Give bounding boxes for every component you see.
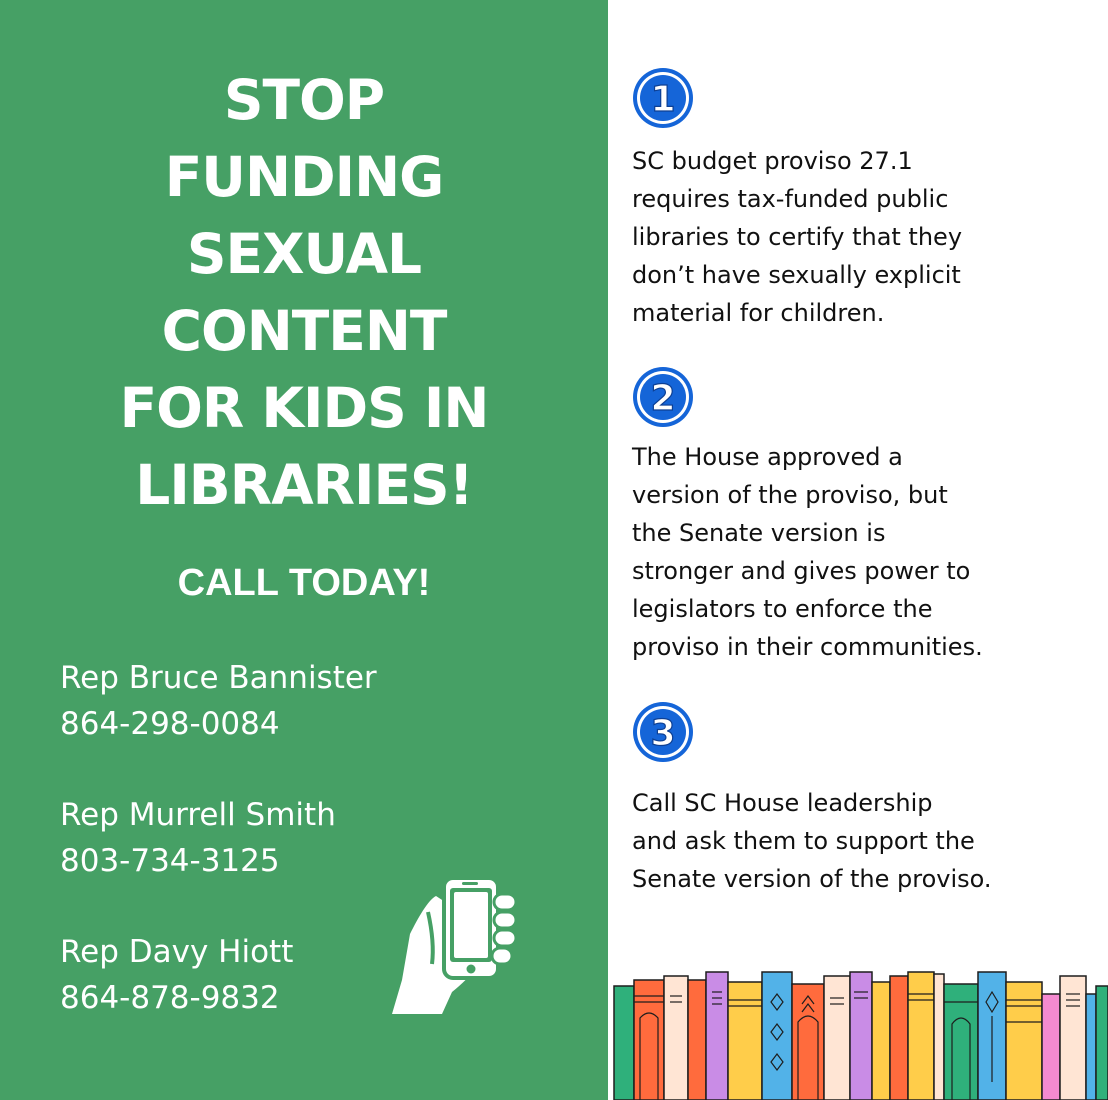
hand-holding-phone-icon [388, 872, 522, 1018]
step-line: requires tax-funded public [632, 185, 949, 213]
step-2-text [632, 438, 1052, 666]
step-3-text [632, 784, 1052, 898]
headline-line: SEXUAL [186, 222, 422, 286]
step-1-text [632, 142, 1052, 332]
step-line: Senate version of the proviso. [632, 865, 992, 893]
contact-block [60, 792, 440, 884]
contact-phone: 864-878-9832 [60, 980, 280, 1016]
step-line: stronger and gives power to [632, 557, 971, 585]
step-line: The House approved a [632, 443, 903, 471]
contact-name: Rep Bruce Bannister [60, 660, 377, 696]
step-line: SC budget proviso 27.1 [632, 147, 913, 175]
call-to-action: CALL TODAY! [177, 562, 431, 604]
contact-name: Rep Davy Hiott [60, 934, 294, 970]
step-line: don’t have sexually explicit [632, 261, 961, 289]
step-line: proviso in their communities. [632, 633, 983, 661]
badge-number: 2 [650, 378, 676, 419]
number-three-badge-icon [632, 701, 694, 763]
badge-number: 3 [650, 713, 676, 754]
step-line: libraries to certify that they [632, 223, 963, 251]
badge-number: 1 [650, 79, 676, 120]
headline-line: FUNDING [164, 145, 444, 209]
step-line: the Senate version is [632, 519, 886, 547]
contact-phone: 864-298-0084 [60, 706, 280, 742]
number-one-badge-icon [632, 67, 694, 129]
step-line: material for children. [632, 299, 885, 327]
headline-line: FOR KIDS IN [119, 376, 489, 440]
step-line: and ask them to support the [632, 827, 975, 855]
contact-name: Rep Murrell Smith [60, 797, 336, 833]
step-line: legislators to enforce the [632, 595, 933, 623]
headline-line: CONTENT [161, 299, 447, 363]
step-line: version of the proviso, but [632, 481, 948, 509]
number-two-badge-icon [632, 366, 694, 428]
contact-block [60, 929, 440, 1021]
headline-line: STOP [223, 68, 385, 132]
headline [40, 62, 568, 524]
step-line: Call SC House leadership [632, 789, 933, 817]
contact-block [60, 655, 440, 747]
book-spines-illustration [608, 962, 1108, 1100]
contact-phone: 803-734-3125 [60, 843, 280, 879]
headline-line: LIBRARIES! [135, 453, 473, 517]
